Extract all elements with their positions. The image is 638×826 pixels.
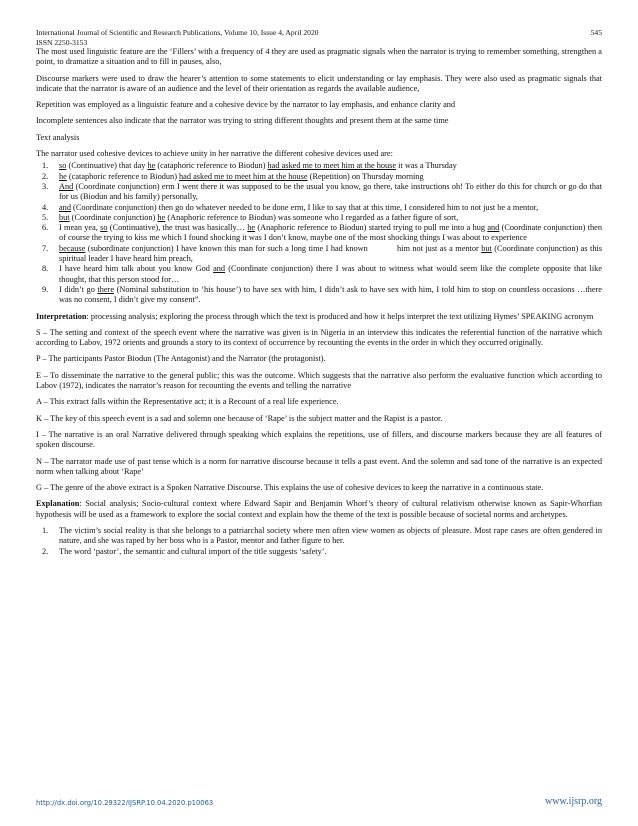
cohesive-device-item — [36, 223, 602, 244]
speaking-s: S – The setting and context of the speech event where the narrative was given is in Nigeria in an interview this indicates the referential function of the narrative which according to Labov, 1972 orients and grounds a story to its context of occurrence by recounting the events in the order in which they occurred originally. — [36, 327, 602, 348]
list-number: 9. — [42, 284, 49, 294]
interpretation-label: Interpretation — [36, 311, 87, 321]
interpretation-text: : processing analysis; exploring the process through which the text is produced and how it helps interpret the text utilizing Hymes’ SPEAKING acronym — [86, 311, 594, 321]
underlined-device: but — [481, 243, 492, 253]
underlined-device: had asked me to meet him at the house — [267, 161, 397, 171]
speaking-g: G – The genre of the above extract is a Spoken Narrative Discourse. This explains the use of cohesive devices to keep the narrative in a continuous state. — [36, 483, 544, 493]
cohesive-device-item — [36, 182, 602, 203]
item-text: (Coordinate conjunction) then of course the trying to kiss me which I found shocking it was I don’t know, maybe one of the most shocking things I was about to experience — [59, 223, 602, 243]
explanation-label: Explanation — [36, 499, 80, 509]
interpretation-paragraph — [36, 312, 602, 322]
item-text: it was a Thursday — [396, 161, 457, 171]
list-number: 8. — [42, 264, 49, 274]
page-footer — [36, 798, 602, 807]
item-text: (Anaphoric reference to Biodun) started trying to pull me into a hug — [255, 223, 488, 233]
underlined-device: because — [59, 243, 86, 253]
cohesive-devices-list — [36, 161, 602, 305]
underlined-device: there — [97, 284, 115, 294]
underlined-device: and — [59, 202, 71, 212]
cohesive-device-item — [36, 203, 602, 213]
speaking-a: A – This extract falls within the Representative act; it is a Recount of a real life experience. — [36, 397, 339, 407]
social-reality-item — [36, 547, 602, 557]
underlined-device: but — [59, 212, 70, 222]
body-text — [36, 47, 602, 557]
explanation-paragraph — [36, 499, 602, 520]
item-text: (Anaphoric reference to Biodun) was someone who I regarded as a father figure of sort, — [165, 212, 459, 222]
speaking-i: I – The narrative is an oral Narrative delivered through speaking which explains the repetitions, use of fillers, and discourse markers because they are all features of spoken discourse. — [36, 429, 602, 450]
list-number: 7. — [42, 243, 49, 253]
speaking-k: K – The key of this speech event is a sad and solemn one because of ‘Rape’ is the subject matter and the Rapist is a pastor. — [36, 413, 443, 423]
list-number: 2. — [42, 171, 49, 181]
underlined-device: and — [213, 264, 226, 274]
list-number: 6. — [42, 223, 49, 233]
item-text: (Nominal substitution to ‘his house’) to have sex with him, I didn’t ask to have sex with him, I told him to stop on countless occasions …there was no consent, I didn’t give my consent”. — [59, 284, 602, 305]
item-text: (subordinate conjunction) I have known this man for such a long time I had known him not just as a mentor — [85, 243, 482, 253]
list-number: 2. — [42, 546, 49, 556]
underlined-device: had asked me to meet him at the house — [179, 171, 308, 181]
underlined-device: he — [157, 212, 166, 222]
speaking-e: E – To disseminate the narrative to the general public; this was the outcome. Which suggests that the narrative also perform the evaluative function which according to Labov (1972), indicates the narrator’s reason for recounting the events and telling the narrative — [36, 370, 602, 391]
page-number: 545 — [590, 28, 602, 37]
explanation-text: : Social analysis; Socio-cultural context where Edward Sapir and Benjamin Whorf’s theory of cultural relativism otherwise known as Sapir-Whorfian hypothesis will be used as a framework to explore the social context and explain how the theme of the text is possible because of societal norms and archetypes. — [36, 499, 602, 519]
speaking-n: N – The narrator made use of past tense which is a norm for narrative discourse because it tells a past event. And the solemn and sad tone of the narrative is an expected norm when talking about ‘Rape’ — [36, 456, 602, 476]
item-text: (Coordinate conjunction) as this spiritual leader I have heard him preach, — [59, 243, 603, 264]
running-header — [36, 28, 602, 47]
paragraph-discourse-markers: Discourse markers were used to draw the hearer’s attention to some statements to elicit understanding or lay emphasis. They were also used as pragmatic signals that indicate that the narrator is aware of an audience and the level of their orientation as regards the available audience, — [36, 73, 602, 93]
social-reality-item — [36, 526, 602, 547]
underlined-device: he — [147, 161, 156, 171]
underlined-device: And — [59, 181, 74, 191]
issn: ISSN 2250-3153 — [36, 37, 88, 47]
list-number: 3. — [42, 181, 49, 191]
paragraph-incomplete-sentences: Incomplete sentences also indicate that the narrator was trying to string different thoughts and present them at the same time — [36, 116, 449, 126]
cohesive-device-item — [36, 244, 602, 265]
cohesive-device-item — [36, 172, 602, 182]
item-text: (Repetition) on Thursday morning — [307, 171, 424, 181]
item-text: (Coordinate conjunction) there I was about to witness what would seem like the complete opposite that like thought, that this person stood for… — [59, 264, 602, 284]
cohesive-device-item — [36, 161, 602, 171]
speaking-p: P – The participants Pastor Biodun (The Antagonist) and the Narrator (the protagonist). — [36, 354, 326, 364]
underlined-device: and — [487, 223, 500, 233]
cohesive-device-item — [36, 285, 602, 306]
list-number: 1. — [42, 525, 49, 535]
item-text: (cataphoric reference to Biodun) — [66, 171, 180, 181]
section-heading-text-analysis: Text analysis — [36, 132, 80, 142]
list-number: 4. — [42, 202, 49, 212]
cohesive-device-item — [36, 264, 602, 285]
paragraph-cohesive-devices: The narrator used cohesive devices to achieve unity in her narrative the different cohesive devices used are: — [36, 149, 393, 159]
item-text: (Coordinate conjunction) then go do whatever needed to be done erm, I like to say that at this time, I considered him to not just be a mentor, — [70, 202, 539, 212]
paragraph-repetition: Repetition was employed as a linguistic feature and a cohesive device by the narrator to lay emphasis, and enhance clarity and — [36, 100, 456, 110]
underlined-device: so — [59, 161, 67, 171]
underlined-device: he — [59, 171, 67, 181]
journal-title: International Journal of Scientific and Research Publications, Volume 10, Issue 4, April 2020 — [36, 28, 319, 37]
item-text: (Continuative) that day — [66, 161, 148, 171]
item-text: The victim’s social reality is that she belongs to a patriarchal society where men often view women as objects of pleasure. Most rape cases are often gendered in nature, and she was raped by her boss who is a Pastor, mentor and father figure to her. — [59, 525, 602, 546]
item-text: The word ‘pastor’, the semantic and cultural import of the title suggests ‘safety’. — [59, 546, 327, 556]
paragraph-fillers: The most used linguistic feature are the ‘Fillers’ with a frequency of 4 they are used as pragmatic signals when the narrator is trying to remember something, strengthen a point, to dramatize a situation and to fill in pauses, also, — [36, 47, 602, 67]
social-reality-list — [36, 526, 602, 557]
item-text: I didn’t go — [59, 284, 98, 294]
cohesive-device-item — [36, 213, 602, 223]
item-text: (Coordinate conjunction) — [69, 212, 158, 222]
item-text: I mean yea, — [59, 223, 101, 233]
item-text: (Continuative), the trust was basically… — [107, 223, 248, 233]
list-number: 1. — [42, 161, 49, 171]
item-text: (Coordinate conjunction) erm I went there it was supposed to be the usual you know, go there, take instructions oh! To either do this for church or go do that for us (Biodun and his family) personally, — [59, 181, 602, 202]
item-text: I have heard him talk about you know God — [59, 264, 214, 274]
underlined-device: he — [247, 223, 256, 233]
item-text: (cataphoric reference to Biodun) — [155, 161, 268, 171]
journal-website-link[interactable]: www.ijsrp.org — [545, 796, 602, 807]
list-number: 5. — [42, 212, 49, 222]
doi-link[interactable]: http://dx.doi.org/10.29322/IJSRP.10.04.2020.p10063 — [36, 799, 214, 807]
underlined-device: so — [100, 223, 108, 233]
